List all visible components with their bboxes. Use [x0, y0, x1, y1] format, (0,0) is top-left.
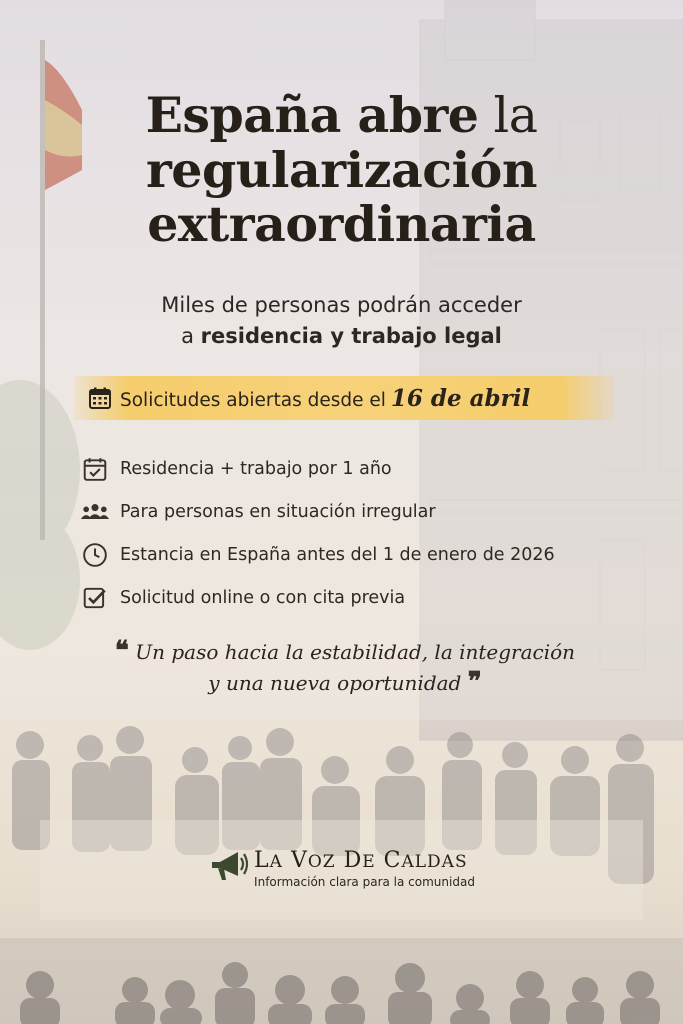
feature-item	[80, 576, 555, 619]
brand-tagline: Información clara para la comunidad	[254, 875, 475, 889]
quote-line-2	[90, 667, 600, 698]
brand-letter: V	[290, 848, 308, 873]
subtitle-line-1: Miles de personas podrán acceder	[161, 293, 522, 317]
quote-text-1: Un paso hacia la estabilidad, la integración	[135, 640, 576, 664]
headline-line-1	[0, 88, 683, 143]
headline-line-3: extraordinaria	[147, 195, 536, 253]
brand-letter: OZ	[307, 852, 336, 872]
banner-date: 16 de abril	[390, 384, 531, 412]
quote-close-mark: ❞	[467, 667, 482, 697]
megaphone-icon	[208, 848, 250, 884]
feature-label: Solicitud online o con cita previa	[120, 587, 406, 608]
subtitle-line-2	[0, 321, 683, 352]
checkbox-icon	[80, 583, 110, 613]
brand-text	[254, 848, 475, 889]
brand-letter: ALDAS	[401, 852, 468, 872]
dates-banner	[74, 376, 614, 420]
headline	[0, 88, 683, 251]
quote-text-2: y una nueva oportunidad	[208, 671, 462, 695]
brand-letter: C	[383, 848, 402, 873]
clock-icon	[80, 540, 110, 570]
brand-block	[208, 848, 475, 889]
headline-light-part: la	[493, 87, 538, 144]
brand-footer	[0, 848, 683, 889]
feature-item	[80, 447, 555, 490]
feature-item	[80, 490, 555, 533]
quote	[90, 636, 600, 698]
brand-letter: E	[362, 852, 376, 872]
feature-label: Residencia + trabajo por 1 año	[120, 458, 392, 479]
feature-label: Estancia en España antes del 1 de enero de 2026	[120, 544, 555, 565]
calendar-check-icon	[80, 454, 110, 484]
subtitle-bold: residencia y trabajo legal	[200, 324, 502, 348]
quote-line-1	[90, 636, 600, 667]
subtitle-prefix: a	[181, 324, 194, 348]
quote-open-mark: ❝	[114, 636, 129, 666]
feature-item	[80, 533, 555, 576]
people-group-icon	[80, 497, 110, 527]
headline-line-2: regularización	[145, 141, 537, 199]
brand-name	[254, 848, 475, 873]
banner-label: Solicitudes abiertas desde el	[120, 389, 386, 411]
brand-letter: L	[254, 848, 270, 873]
brand-letter: D	[343, 848, 363, 873]
subtitle	[0, 290, 683, 352]
features-list	[80, 447, 555, 619]
calendar-icon	[88, 386, 112, 410]
feature-label: Para personas en situación irregular	[120, 501, 436, 522]
banner-text	[120, 385, 530, 412]
headline-bold-part: España abre	[145, 86, 479, 144]
brand-letter: A	[269, 852, 283, 872]
